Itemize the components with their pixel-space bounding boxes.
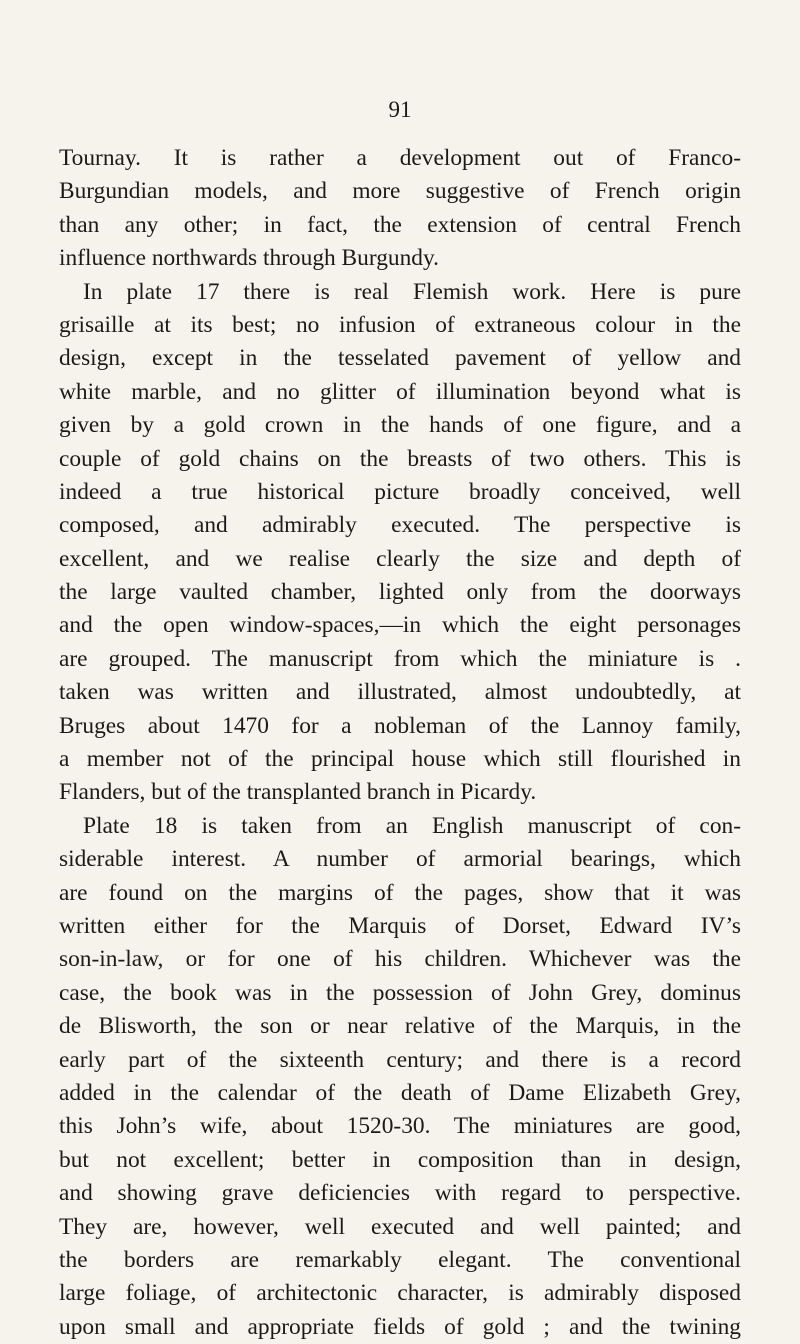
text-line: composed, and admirably executed. The perspective is (59, 512, 741, 539)
text-line: but not excellent; better in composition than in design, (59, 1146, 741, 1173)
text-line: In plate 17 there is real Flemish work. Here is pure (83, 278, 741, 305)
body-text (59, 142, 741, 1344)
text-line: grisaille at its best; no infusion of extraneous colour in the (59, 311, 741, 338)
text-line: the large vaulted chamber, lighted only from the doorways (59, 579, 741, 606)
text-line: upon small and appropriate fields of gold ; and the twining (59, 1313, 741, 1340)
text-line: are found on the margins of the pages, show that it was (59, 879, 741, 906)
text-line: and the open window-spaces,—in which the eight personages (59, 612, 741, 639)
text-line: the borders are remarkably elegant. The conventional (59, 1246, 741, 1273)
text-line: de Blisworth, the son or near relative of the Marquis, in the (59, 1013, 741, 1040)
text-line: son-in-law, or for one of his children. Whichever was the (59, 946, 741, 973)
text-line: Flanders, but of the transplanted branch in Picardy. (59, 779, 537, 806)
text-line: design, except in the tesselated pavement of yellow and (59, 345, 741, 372)
text-line: written either for the Marquis of Dorset, Edward IV’s (59, 912, 741, 939)
text-line: case, the book was in the possession of John Grey, dominus (59, 979, 741, 1006)
text-line: siderable interest. A number of armorial bearings, which (59, 846, 741, 873)
text-line: are grouped. The manuscript from which the miniature is . (59, 645, 741, 672)
text-line: Bruges about 1470 for a nobleman of the Lannoy family, (59, 712, 741, 739)
text-line: indeed a true historical picture broadly conceived, well (59, 478, 741, 505)
text-line: They are, however, well executed and well painted; and (59, 1213, 741, 1240)
page-number: 91 (388, 97, 412, 122)
text-line: given by a gold crown in the hands of one figure, and a (59, 412, 741, 439)
text-line: added in the calendar of the death of Dame Elizabeth Grey, (59, 1079, 741, 1106)
text-line: Tournay. It is rather a development out of Franco- (59, 145, 741, 171)
text-line: early part of the sixteenth century; and there is a record (59, 1046, 741, 1073)
text-line: Burgundian models, and more suggestive of French origin (59, 178, 741, 205)
text-line: this John’s wife, about 1520-30. The miniatures are good, (59, 1113, 741, 1140)
text-line: a member not of the principal house which still flourished in (59, 746, 741, 773)
text-line: excellent, and we realise clearly the size and depth of (59, 545, 741, 572)
text-line: couple of gold chains on the breasts of two others. This is (59, 445, 741, 472)
text-line: influence northwards through Burgundy. (59, 245, 440, 272)
text-line: large foliage, of architectonic character, is admirably disposed (59, 1280, 741, 1307)
text-line: Plate 18 is taken from an English manuscript of con- (83, 812, 741, 839)
text-line: than any other; in fact, the extension of central French (59, 211, 741, 238)
text-line: white marble, and no glitter of illumination beyond what is (59, 378, 741, 405)
text-line: taken was written and illustrated, almost undoubtedly, at (59, 679, 741, 706)
text-line: and showing grave deficiencies with regard to perspective. (59, 1180, 741, 1207)
